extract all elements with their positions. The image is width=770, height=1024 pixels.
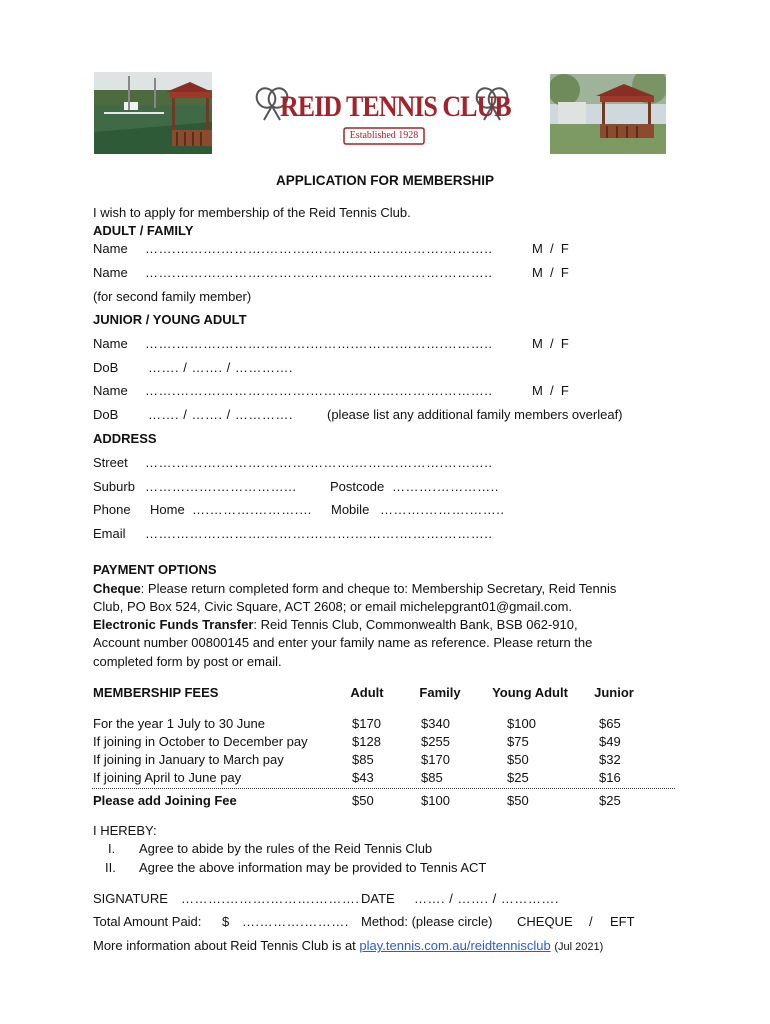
gazebo-photo bbox=[550, 74, 666, 154]
fees-col-adult: Adult bbox=[350, 685, 384, 700]
junior-name2-field[interactable]: …….……….……….……….……….……….……….……….. bbox=[145, 383, 493, 398]
fees-cell: $85 bbox=[421, 770, 443, 785]
fees-cell: $50 bbox=[507, 752, 529, 767]
email-field[interactable]: …….……….……….……….……….……….……….……….. bbox=[145, 526, 493, 541]
fees-cell: $100 bbox=[507, 716, 536, 731]
postcode-field[interactable]: ……….………….. bbox=[392, 479, 499, 494]
fees-cell: $75 bbox=[507, 734, 529, 749]
fees-row-label: If joining in January to March pay bbox=[93, 752, 284, 767]
joining-fee-cell: $25 bbox=[599, 793, 621, 808]
adult-name2-field[interactable]: …….……….……….……….……….……….……….……….. bbox=[145, 265, 493, 280]
adult-name2-label: Name bbox=[93, 265, 128, 280]
joining-fee-cell: $50 bbox=[352, 793, 374, 808]
eft-label: Electronic Funds Transfer bbox=[93, 617, 254, 632]
postcode-label: Postcode bbox=[330, 479, 385, 494]
mobile-phone-field[interactable]: ……….……….…….. bbox=[380, 502, 505, 517]
fees-cell: $16 bbox=[599, 770, 621, 785]
email-label: Email bbox=[93, 526, 126, 541]
fees-divider bbox=[92, 788, 675, 789]
adult-name1-field[interactable]: …….……….……….……….……….……….……….……….. bbox=[145, 241, 493, 256]
hereby-num: I. bbox=[108, 841, 116, 856]
joining-fee-label: Please add Joining Fee bbox=[93, 793, 237, 808]
home-phone-field[interactable]: ….……….……….… bbox=[192, 502, 313, 517]
cheque-label: Cheque bbox=[93, 581, 141, 596]
cheque-text1: : Please return completed form and cheque to: Membership Secretary, Reid Tennis bbox=[140, 581, 617, 596]
eft-text1: : Reid Tennis Club, Commonwealth Bank, BSB 062-910, bbox=[253, 617, 578, 632]
hereby-item: Agree to abide by the rules of the Reid Tennis Club bbox=[139, 841, 433, 856]
total-currency: $ bbox=[222, 914, 230, 929]
club-website-link[interactable]: play.tennis.com.au/reidtennisclub bbox=[359, 938, 551, 953]
logo-established: Established 1928 bbox=[349, 130, 419, 141]
address-heading: ADDRESS bbox=[93, 431, 157, 446]
fees-col-young-adult: Young Adult bbox=[492, 685, 568, 700]
fees-cell: $49 bbox=[599, 734, 621, 749]
method-eft-option[interactable]: EFT bbox=[610, 914, 635, 929]
junior-name1-label: Name bbox=[93, 336, 128, 351]
fees-row-label: If joining in October to December pay bbox=[93, 734, 308, 749]
footer-line bbox=[93, 938, 603, 953]
eft-line1 bbox=[93, 617, 578, 632]
adult-name1-sex[interactable]: M / F bbox=[532, 241, 569, 256]
junior-name1-sex[interactable]: M / F bbox=[532, 336, 569, 351]
cheque-line1 bbox=[93, 581, 616, 596]
signature-label: SIGNATURE bbox=[93, 891, 168, 906]
junior-dob1-label: DoB bbox=[93, 360, 119, 375]
total-amount-field[interactable]: ….……….………. bbox=[242, 914, 349, 929]
courts-photo bbox=[94, 72, 212, 154]
fees-cell: $25 bbox=[507, 770, 529, 785]
logo-title: REID TENNIS CLUB bbox=[280, 89, 511, 124]
date-field[interactable]: ……. / ……. / …………. bbox=[414, 891, 560, 906]
club-logo bbox=[252, 84, 512, 148]
method-separator: / bbox=[589, 914, 593, 929]
method-cheque-option[interactable]: CHEQUE bbox=[517, 914, 573, 929]
joining-fee-cell: $50 bbox=[507, 793, 529, 808]
hereby-item: Agree the above information may be provided to Tennis ACT bbox=[139, 860, 487, 875]
phone-label: Phone bbox=[93, 502, 131, 517]
suburb-label: Suburb bbox=[93, 479, 135, 494]
junior-name2-label: Name bbox=[93, 383, 128, 398]
date-label: DATE bbox=[361, 891, 395, 906]
hereby-heading: I HEREBY: bbox=[93, 823, 157, 838]
junior-heading: JUNIOR / YOUNG ADULT bbox=[93, 312, 247, 327]
intro-text: I wish to apply for membership of the Reid Tennis Club. bbox=[93, 205, 411, 220]
junior-dob1-field[interactable]: ……. / ……. / …………. bbox=[148, 360, 294, 375]
eft-text3: completed form by post or email. bbox=[93, 654, 282, 669]
fees-cell: $85 bbox=[352, 752, 374, 767]
junior-dob2-label: DoB bbox=[93, 407, 119, 422]
cheque-text2: Club, PO Box 524, Civic Square, ACT 2608; or email michelepgrant01@gmail.com. bbox=[93, 599, 573, 614]
total-label: Total Amount Paid: bbox=[93, 914, 202, 929]
fees-row-label: For the year 1 July to 30 June bbox=[93, 716, 265, 731]
footer-text: More information about Reid Tennis Club is at bbox=[93, 938, 356, 953]
adult-name1-label: Name bbox=[93, 241, 128, 256]
fees-cell: $32 bbox=[599, 752, 621, 767]
adult-name2-sex[interactable]: M / F bbox=[532, 265, 569, 280]
fees-cell: $65 bbox=[599, 716, 621, 731]
fees-col-junior: Junior bbox=[594, 685, 634, 700]
fees-cell: $43 bbox=[352, 770, 374, 785]
suburb-field[interactable]: …………….……………... bbox=[145, 479, 297, 494]
fees-cell: $128 bbox=[352, 734, 381, 749]
fees-heading: MEMBERSHIP FEES bbox=[93, 685, 219, 700]
method-label: Method: (please circle) bbox=[361, 914, 493, 929]
fees-col-family: Family bbox=[419, 685, 461, 700]
fees-cell: $170 bbox=[352, 716, 381, 731]
payment-heading: PAYMENT OPTIONS bbox=[93, 562, 217, 577]
hereby-num: II. bbox=[105, 860, 116, 875]
joining-fee-cell: $100 bbox=[421, 793, 450, 808]
junior-name1-field[interactable]: …….……….……….……….……….……….……….……….. bbox=[145, 336, 493, 351]
home-label: Home bbox=[150, 502, 185, 517]
junior-name2-sex[interactable]: M / F bbox=[532, 383, 569, 398]
adult-heading: ADULT / FAMILY bbox=[93, 223, 194, 238]
fees-cell: $170 bbox=[421, 752, 450, 767]
fees-cell: $255 bbox=[421, 734, 450, 749]
street-field[interactable]: …….……….……….……….……….……….……….……….. bbox=[145, 455, 493, 470]
page-title: APPLICATION FOR MEMBERSHIP bbox=[275, 173, 494, 188]
overleaf-note: (please list any additional family members overleaf) bbox=[327, 407, 623, 422]
mobile-label: Mobile bbox=[331, 502, 370, 517]
street-label: Street bbox=[93, 455, 128, 470]
signature-field[interactable]: ……….……….……….………. bbox=[181, 891, 360, 906]
second-member-note: (for second family member) bbox=[93, 289, 252, 304]
fees-row-label: If joining April to June pay bbox=[93, 770, 242, 785]
eft-text2: Account number 00800145 and enter your family name as reference. Please return the bbox=[93, 635, 593, 650]
fees-cell: $340 bbox=[421, 716, 450, 731]
revision-date: (Jul 2021) bbox=[554, 941, 604, 953]
junior-dob2-field[interactable]: ……. / ……. / …………. bbox=[148, 407, 294, 422]
